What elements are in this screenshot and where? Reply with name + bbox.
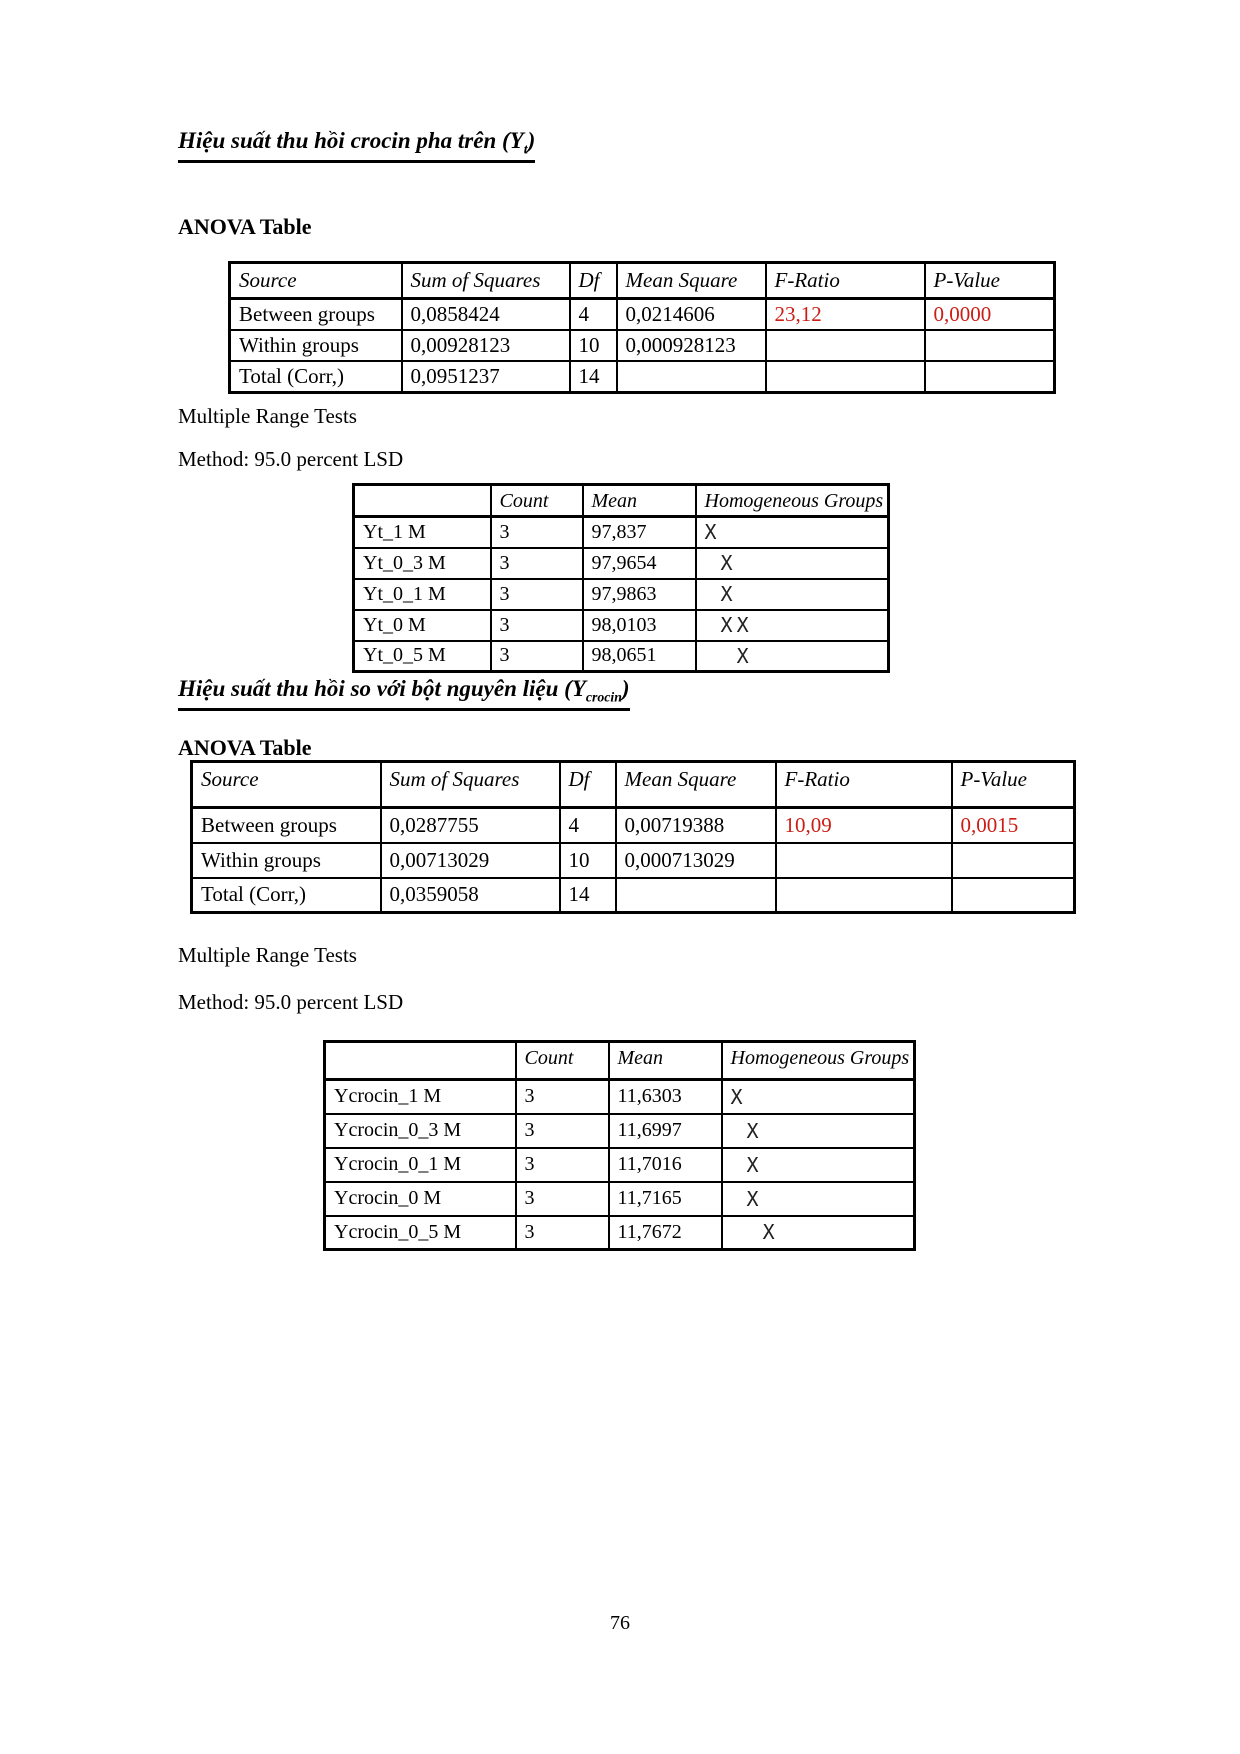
col-header-mean-square: Mean Square — [617, 263, 766, 299]
cell-f-ratio: 23,12 — [766, 299, 925, 331]
cell-count: 3 — [516, 1148, 609, 1182]
table-row — [230, 330, 1055, 361]
cell-sum-of-squares: 0,00928123 — [402, 330, 570, 361]
section2-heading-text — [178, 676, 630, 711]
cell-mean: 11,7016 — [609, 1148, 722, 1182]
col-header-f-ratio: F-Ratio — [766, 263, 925, 299]
cell-f-ratio: 10,09 — [776, 808, 952, 843]
cell-p-value: 0,0015 — [952, 808, 1075, 843]
col-header-df: Df — [570, 263, 617, 299]
cell-df: 14 — [570, 361, 617, 393]
cell-homogeneous-groups: X — [722, 1148, 915, 1182]
cell-level: Yt_0_3 M — [354, 548, 491, 579]
cell-count: 3 — [516, 1216, 609, 1250]
cell-mean: 97,9863 — [583, 579, 696, 610]
cell-level: Ycrocin_0_5 M — [325, 1216, 516, 1250]
section2-mrt-title: Multiple Range Tests — [178, 943, 357, 967]
table-header-row — [230, 263, 1055, 299]
col-header-homogeneous-groups: Homogeneous Groups — [722, 1042, 915, 1080]
cell-level: Ycrocin_0_3 M — [325, 1114, 516, 1148]
cell-mean-square — [617, 361, 766, 393]
cell-homogeneous-groups: X — [696, 548, 889, 579]
cell-mean: 11,7672 — [609, 1216, 722, 1250]
table-row — [325, 1216, 915, 1250]
table-header-row — [325, 1042, 915, 1080]
cell-count: 3 — [516, 1182, 609, 1216]
cell-source: Total (Corr,) — [230, 361, 402, 393]
col-header-source: Source — [230, 263, 402, 299]
cell-f-ratio — [766, 361, 925, 393]
cell-mean-square: 0,000928123 — [617, 330, 766, 361]
cell-count: 3 — [516, 1080, 609, 1114]
table-row — [325, 1080, 915, 1114]
cell-mean-square — [616, 878, 776, 913]
cell-level: Yt_0_5 M — [354, 641, 491, 672]
cell-df: 4 — [570, 299, 617, 331]
section1-mrt-title: Multiple Range Tests — [178, 404, 357, 428]
cell-level: Yt_0 M — [354, 610, 491, 641]
table-header-row — [354, 485, 889, 517]
col-header-p-value: P-Value — [952, 762, 1075, 808]
cell-df: 4 — [560, 808, 616, 843]
page-number: 76 — [610, 1612, 630, 1634]
cell-mean-square: 0,0214606 — [617, 299, 766, 331]
table-row — [325, 1182, 915, 1216]
cell-source: Within groups — [230, 330, 402, 361]
col-header-p-value: P-Value — [925, 263, 1055, 299]
section1-anova-table — [228, 261, 1056, 394]
cell-p-value — [925, 361, 1055, 393]
cell-homogeneous-groups: XX — [696, 610, 889, 641]
cell-homogeneous-groups: X — [722, 1114, 915, 1148]
table-row — [192, 843, 1075, 878]
table-header-row — [192, 762, 1075, 808]
col-header-f-ratio: F-Ratio — [776, 762, 952, 808]
cell-sum-of-squares: 0,0359058 — [381, 878, 560, 913]
col-header-count: Count — [491, 485, 583, 517]
col-header-mean-square: Mean Square — [616, 762, 776, 808]
table-row — [192, 808, 1075, 843]
cell-count: 3 — [491, 610, 583, 641]
cell-homogeneous-groups: X — [696, 641, 889, 672]
section2-anova-label: ANOVA Table — [178, 735, 312, 760]
cell-level: Ycrocin_1 M — [325, 1080, 516, 1114]
cell-p-value — [925, 330, 1055, 361]
cell-f-ratio — [776, 843, 952, 878]
table-row — [354, 579, 889, 610]
cell-p-value — [952, 878, 1075, 913]
cell-homogeneous-groups: X — [722, 1216, 915, 1250]
col-header-level — [354, 485, 491, 517]
col-header-mean: Mean — [609, 1042, 722, 1080]
cell-sum-of-squares: 0,0951237 — [402, 361, 570, 393]
cell-count: 3 — [491, 641, 583, 672]
cell-source: Total (Corr,) — [192, 878, 381, 913]
section1-range-table — [352, 483, 890, 673]
col-header-mean: Mean — [583, 485, 696, 517]
cell-mean: 98,0103 — [583, 610, 696, 641]
col-header-sum-of-squares: Sum of Squares — [381, 762, 560, 808]
section2-range-table — [323, 1040, 916, 1251]
table-row — [192, 878, 1075, 913]
cell-homogeneous-groups: X — [696, 579, 889, 610]
cell-source: Between groups — [230, 299, 402, 331]
col-header-level — [325, 1042, 516, 1080]
heading-text: Hiệu suất thu hồi crocin pha trên (Y — [178, 128, 524, 153]
cell-homogeneous-groups: X — [722, 1182, 915, 1216]
cell-f-ratio — [776, 878, 952, 913]
cell-mean-square: 0,000713029 — [616, 843, 776, 878]
cell-level: Yt_0_1 M — [354, 579, 491, 610]
section1-heading-text — [178, 128, 535, 163]
cell-count: 3 — [516, 1114, 609, 1148]
table-row — [325, 1114, 915, 1148]
col-header-count: Count — [516, 1042, 609, 1080]
cell-p-value — [952, 843, 1075, 878]
cell-count: 3 — [491, 517, 583, 548]
cell-mean: 98,0651 — [583, 641, 696, 672]
col-header-homogeneous-groups: Homogeneous Groups — [696, 485, 889, 517]
table-row — [354, 517, 889, 548]
cell-sum-of-squares: 0,00713029 — [381, 843, 560, 878]
cell-count: 3 — [491, 579, 583, 610]
heading-text: Hiệu suất thu hồi so với bột nguyên liệu (Y — [178, 676, 586, 701]
table-row — [230, 361, 1055, 393]
cell-sum-of-squares: 0,0858424 — [402, 299, 570, 331]
cell-mean: 11,6997 — [609, 1114, 722, 1148]
cell-level: Yt_1 M — [354, 517, 491, 548]
cell-df: 10 — [560, 843, 616, 878]
col-header-df: Df — [560, 762, 616, 808]
table-row — [325, 1148, 915, 1182]
cell-sum-of-squares: 0,0287755 — [381, 808, 560, 843]
cell-mean: 97,9654 — [583, 548, 696, 579]
section1-heading — [178, 128, 535, 163]
table-row — [354, 548, 889, 579]
heading-suffix: ) — [527, 128, 536, 153]
cell-f-ratio — [766, 330, 925, 361]
cell-mean: 97,837 — [583, 517, 696, 548]
cell-mean-square: 0,00719388 — [616, 808, 776, 843]
cell-mean: 11,7165 — [609, 1182, 722, 1216]
cell-source: Between groups — [192, 808, 381, 843]
table-row — [354, 610, 889, 641]
cell-p-value: 0,0000 — [925, 299, 1055, 331]
heading-subscript: t — [523, 141, 528, 157]
table-row — [354, 641, 889, 672]
cell-source: Within groups — [192, 843, 381, 878]
cell-df: 10 — [570, 330, 617, 361]
cell-level: Ycrocin_0 M — [325, 1182, 516, 1216]
section2-anova-table — [190, 760, 1076, 914]
cell-homogeneous-groups: X — [696, 517, 889, 548]
section2-heading — [178, 676, 630, 711]
col-header-source: Source — [192, 762, 381, 808]
table-row — [230, 299, 1055, 331]
cell-mean: 11,6303 — [609, 1080, 722, 1114]
section1-mrt-method: Method: 95.0 percent LSD — [178, 447, 404, 471]
col-header-sum-of-squares: Sum of Squares — [402, 263, 570, 299]
section1-anova-label: ANOVA Table — [178, 214, 312, 239]
heading-subscript: crocin — [585, 689, 622, 705]
section2-mrt-method: Method: 95.0 percent LSD — [178, 990, 404, 1014]
heading-suffix: ) — [621, 676, 630, 701]
cell-level: Ycrocin_0_1 M — [325, 1148, 516, 1182]
cell-homogeneous-groups: X — [722, 1080, 915, 1114]
cell-df: 14 — [560, 878, 616, 913]
cell-count: 3 — [491, 548, 583, 579]
